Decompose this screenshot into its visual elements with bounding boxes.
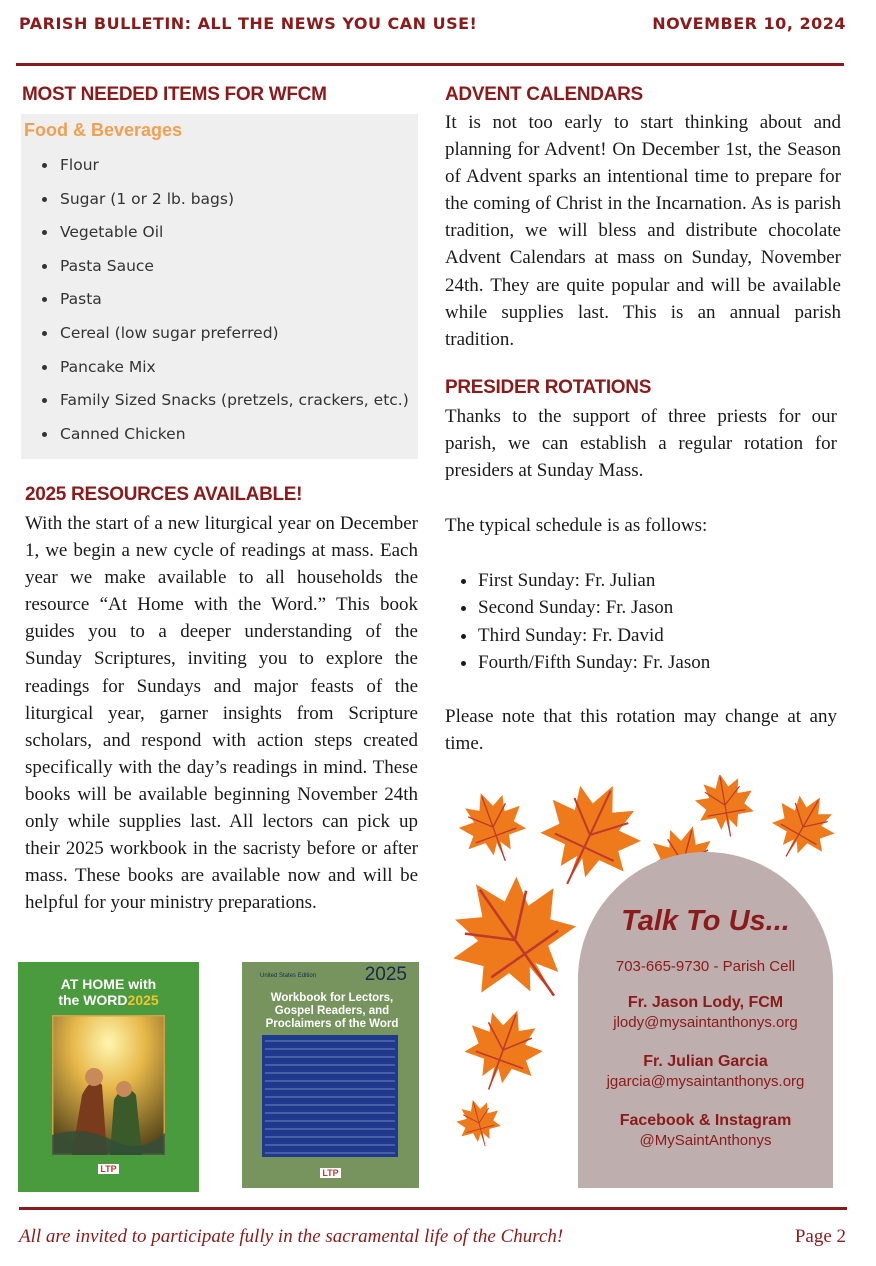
lectors-workbook-cover — [242, 962, 419, 1188]
book2-title1: Workbook for Lectors, — [270, 992, 394, 1004]
book2-title2: Gospel Readers, and — [274, 1005, 390, 1017]
at-home-with-the-word-cover — [18, 962, 199, 1192]
contact-email-jason[interactable]: jlody@mysaintanthonys.org — [613, 1014, 798, 1031]
contact-name-jason: Fr. Jason Lody, FCM — [627, 994, 784, 1011]
list-item: • Vegetable Oil — [58, 221, 409, 255]
page-number: Page 2 — [794, 1226, 846, 1247]
bulletin-title: PARISH BULLETIN: ALL THE NEWS YOU CAN USE! — [19, 14, 478, 33]
presider-heading: PRESIDER ROTATIONS — [445, 377, 652, 398]
list-item: • Sugar (1 or 2 lb. bags) — [58, 188, 409, 222]
wfcm-box — [21, 114, 418, 459]
book2-publisher: LTP — [322, 1168, 339, 1178]
contact-phone: 703-665-9730 - Parish Cell — [615, 958, 796, 975]
list-item: • Cereal (low sugar preferred) — [58, 322, 409, 356]
book1-line1: AT HOME with — [60, 976, 157, 992]
social-handle[interactable]: @MySaintAnthonys — [639, 1132, 772, 1149]
footer-motto: All are invited to participate fully in the sacramental life of the Church! — [19, 1226, 564, 1247]
book1-publisher: LTP — [100, 1164, 117, 1174]
contact-email-julian[interactable]: jgarcia@mysaintanthonys.org — [606, 1073, 805, 1090]
list-item: • Pasta Sauce — [58, 255, 409, 289]
advent-body: It is not too early to start thinking about and planning for Advent! On December 1st, the Season of Advent sparks an intentional time to prepare for the coming of Christ in the Incarnation. As is parish tradition, we will bless and distribute chocolate Advent Calendars at mass on Sunday, November 24th. They are quite popular and will be available while supplies last. This is an annual parish tradition. — [445, 112, 841, 350]
resources-heading: 2025 RESOURCES AVAILABLE! — [25, 484, 303, 505]
list-item: • Third Sunday: Fr. David — [478, 622, 710, 649]
bulletin-date: NOVEMBER 10, 2024 — [652, 14, 846, 33]
list-item: • Family Sized Snacks (pretzels, crackers, etc.) — [58, 389, 409, 423]
contact-title: Talk To Us... — [621, 905, 790, 937]
list-item: • First Sunday: Fr. Julian — [478, 567, 710, 594]
wfcm-heading: MOST NEEDED ITEMS FOR WFCM — [22, 84, 327, 105]
list-item: • Fourth/Fifth Sunday: Fr. Jason — [478, 649, 710, 676]
scripture-text-pattern-icon — [262, 1035, 398, 1157]
list-item: • Second Sunday: Fr. Jason — [478, 594, 710, 621]
book2-year: 2025 — [364, 964, 407, 985]
social-label: Facebook & Instagram — [619, 1112, 792, 1129]
baptism-painting-icon — [52, 1015, 165, 1155]
presider-intro: Thanks to the support of three priests for our parish, we can establish a regular rotation for presiders at Sunday Mass. — [445, 406, 837, 482]
resources-body: With the start of a new liturgical year on December 1, we begin a new cycle of readings at mass. Each year we make available to all households the resource “At Home with the Word.” This book guides you to a deeper understanding of the Sunday Scriptures, inviting you to explore the readings for Sundays and major feasts of the liturgical year, garner insights from Scripture scholars, and respond with action steps created specifically with the day’s readings in mind. These books will be available beginning November 24th only while supplies last. All lectors can pick up their 2025 workbook in the sacristy before or after mass. These books are available now and will be helpful for your ministry preparations. — [25, 513, 418, 914]
contact-name-julian: Fr. Julian Garcia — [643, 1053, 768, 1070]
book1-line2: the WORD — [58, 992, 128, 1008]
food-subheading: Food & Beverages — [24, 120, 183, 140]
book1-year: 2025 — [127, 992, 159, 1008]
contact-panel — [578, 852, 833, 1188]
list-item: • Flour — [58, 154, 409, 188]
presider-schedule-label: The typical schedule is as follows: — [445, 515, 708, 536]
list-item: • Pancake Mix — [58, 356, 409, 390]
header-rule — [16, 63, 844, 66]
book2-title3: Proclaimers of the Word — [265, 1018, 399, 1030]
presider-note: Please note that this rotation may change at any time. — [445, 706, 837, 755]
list-item: • Canned Chicken — [58, 423, 409, 457]
book2-edition: United States Edition — [260, 973, 317, 979]
advent-heading: ADVENT CALENDARS — [445, 84, 643, 105]
list-item: • Pasta — [58, 288, 409, 322]
presider-list — [445, 567, 710, 676]
food-list — [21, 154, 409, 456]
footer-rule — [19, 1207, 847, 1210]
